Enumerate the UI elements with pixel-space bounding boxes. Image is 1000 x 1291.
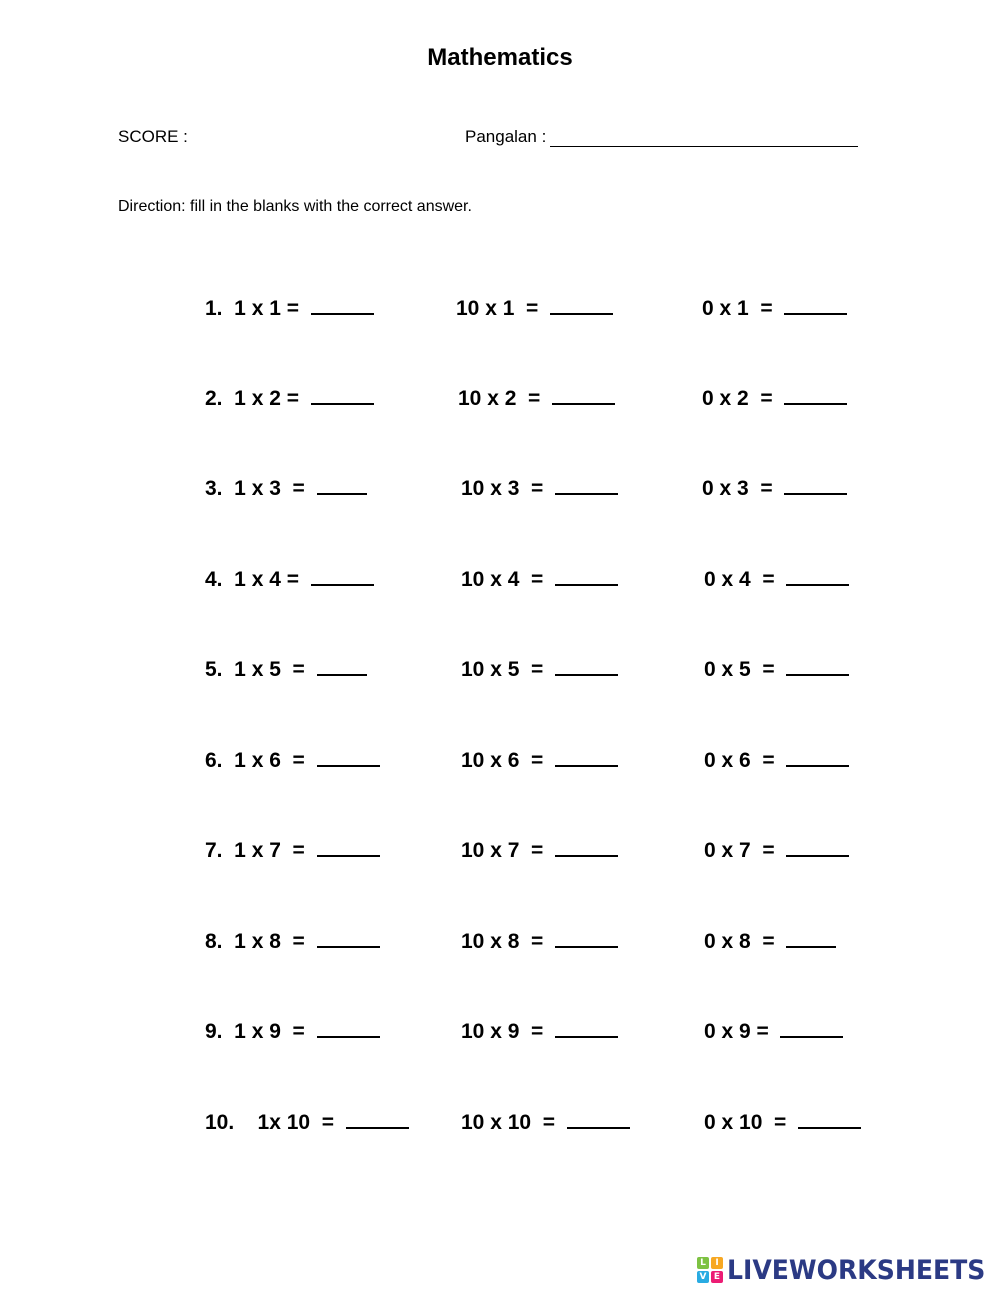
- problem-9-3: [704, 1016, 843, 1044]
- problem-text: 4. 1 x 4 =: [205, 568, 299, 591]
- problem-text: 1. 1 x 1 =: [205, 297, 299, 320]
- problem-text: 0 x 6 =: [704, 749, 775, 772]
- name-label: [465, 127, 858, 147]
- problem-3-1: [205, 473, 367, 501]
- problem-text: 3. 1 x 3 =: [205, 477, 305, 500]
- answer-blank[interactable]: [311, 564, 374, 586]
- problem-text: 10 x 5 =: [461, 658, 544, 681]
- answer-blank[interactable]: [784, 293, 847, 315]
- answer-blank[interactable]: [555, 835, 618, 857]
- name-blank[interactable]: [550, 127, 858, 147]
- problem-8-1: [205, 926, 380, 954]
- problem-4-2: [461, 564, 618, 592]
- problem-text: 9. 1 x 9 =: [205, 1020, 305, 1043]
- answer-blank[interactable]: [311, 383, 374, 405]
- answer-blank[interactable]: [555, 473, 618, 495]
- problem-4-1: [205, 564, 374, 592]
- problem-9-2: [461, 1016, 618, 1044]
- problem-1-2: [456, 293, 613, 321]
- problem-8-2: [461, 926, 618, 954]
- problem-text: 0 x 3 =: [702, 477, 773, 500]
- problem-text: 6. 1 x 6 =: [205, 749, 305, 772]
- answer-blank[interactable]: [798, 1107, 861, 1129]
- problem-text: 10. 1x 10 =: [205, 1111, 335, 1134]
- problem-7-3: [704, 835, 849, 863]
- problem-text: 10 x 7 =: [461, 839, 544, 862]
- problem-8-3: [704, 926, 836, 954]
- page-title: Mathematics: [427, 44, 573, 71]
- problem-text: 10 x 8 =: [461, 930, 544, 953]
- answer-blank[interactable]: [567, 1107, 630, 1129]
- answer-blank[interactable]: [550, 293, 613, 315]
- problem-10-2: [461, 1107, 630, 1135]
- answer-blank[interactable]: [555, 1016, 618, 1038]
- answer-blank[interactable]: [786, 564, 849, 586]
- problem-5-1: [205, 654, 367, 682]
- answer-blank[interactable]: [555, 745, 618, 767]
- answer-blank[interactable]: [317, 1016, 380, 1038]
- answer-blank[interactable]: [784, 473, 847, 495]
- problem-9-1: [205, 1016, 380, 1044]
- problem-text: 0 x 10 =: [704, 1111, 787, 1134]
- problem-3-3: [702, 473, 847, 501]
- answer-blank[interactable]: [786, 926, 836, 948]
- problem-text: 5. 1 x 5 =: [205, 658, 305, 681]
- answer-blank[interactable]: [786, 654, 849, 676]
- liveworksheets-logo-text: LIVEWORKSHEETS: [727, 1254, 986, 1286]
- problem-text: 8. 1 x 8 =: [205, 930, 305, 953]
- score-label: SCORE :: [118, 127, 188, 146]
- problem-text: 0 x 2 =: [702, 387, 773, 410]
- problem-10-3: [704, 1107, 861, 1135]
- problem-text: 0 x 1 =: [702, 297, 773, 320]
- problem-7-1: [205, 835, 380, 863]
- liveworksheets-logo: [697, 1255, 1000, 1285]
- problem-3-2: [461, 473, 618, 501]
- answer-blank[interactable]: [317, 835, 380, 857]
- answer-blank[interactable]: [786, 835, 849, 857]
- answer-blank[interactable]: [317, 473, 367, 495]
- answer-blank[interactable]: [784, 383, 847, 405]
- logo-letter-l: L: [697, 1257, 709, 1269]
- problem-text: 0 x 8 =: [704, 930, 775, 953]
- answer-blank[interactable]: [317, 745, 380, 767]
- liveworksheets-logo-icon: [697, 1257, 723, 1283]
- logo-letter-e: E: [711, 1271, 723, 1283]
- answer-blank[interactable]: [780, 1016, 843, 1038]
- logo-letter-i: I: [711, 1257, 723, 1269]
- problem-5-3: [704, 654, 849, 682]
- answer-blank[interactable]: [317, 926, 380, 948]
- answer-blank[interactable]: [317, 654, 367, 676]
- problem-text: 10 x 2 =: [458, 387, 541, 410]
- answer-blank[interactable]: [552, 383, 615, 405]
- name-label-text: Pangalan :: [465, 127, 547, 146]
- answer-blank[interactable]: [555, 926, 618, 948]
- problem-text: 10 x 10 =: [461, 1111, 555, 1134]
- problem-7-2: [461, 835, 618, 863]
- answer-blank[interactable]: [555, 564, 618, 586]
- problem-text: 10 x 1 =: [456, 297, 539, 320]
- problem-1-1: [205, 293, 374, 321]
- answer-blank[interactable]: [786, 745, 849, 767]
- problem-text: 0 x 5 =: [704, 658, 775, 681]
- answer-blank[interactable]: [555, 654, 618, 676]
- direction-text: Direction: fill in the blanks with the correct answer.: [118, 198, 472, 215]
- problem-4-3: [704, 564, 849, 592]
- problem-10-1: [205, 1107, 409, 1135]
- problem-2-3: [702, 383, 847, 411]
- problem-text: 0 x 9 =: [704, 1020, 769, 1043]
- problem-text: 10 x 6 =: [461, 749, 544, 772]
- problem-text: 7. 1 x 7 =: [205, 839, 305, 862]
- logo-letter-v: V: [697, 1271, 709, 1283]
- problem-text: 0 x 4 =: [704, 568, 775, 591]
- problem-1-3: [702, 293, 847, 321]
- problem-text: 10 x 4 =: [461, 568, 544, 591]
- problem-2-1: [205, 383, 374, 411]
- problem-6-3: [704, 745, 849, 773]
- problem-6-1: [205, 745, 380, 773]
- problem-text: 10 x 3 =: [461, 477, 544, 500]
- problem-text: 0 x 7 =: [704, 839, 775, 862]
- problem-6-2: [461, 745, 618, 773]
- answer-blank[interactable]: [346, 1107, 409, 1129]
- problem-text: 10 x 9 =: [461, 1020, 544, 1043]
- problem-text: 2. 1 x 2 =: [205, 387, 299, 410]
- problem-5-2: [461, 654, 618, 682]
- answer-blank[interactable]: [311, 293, 374, 315]
- problem-2-2: [458, 383, 615, 411]
